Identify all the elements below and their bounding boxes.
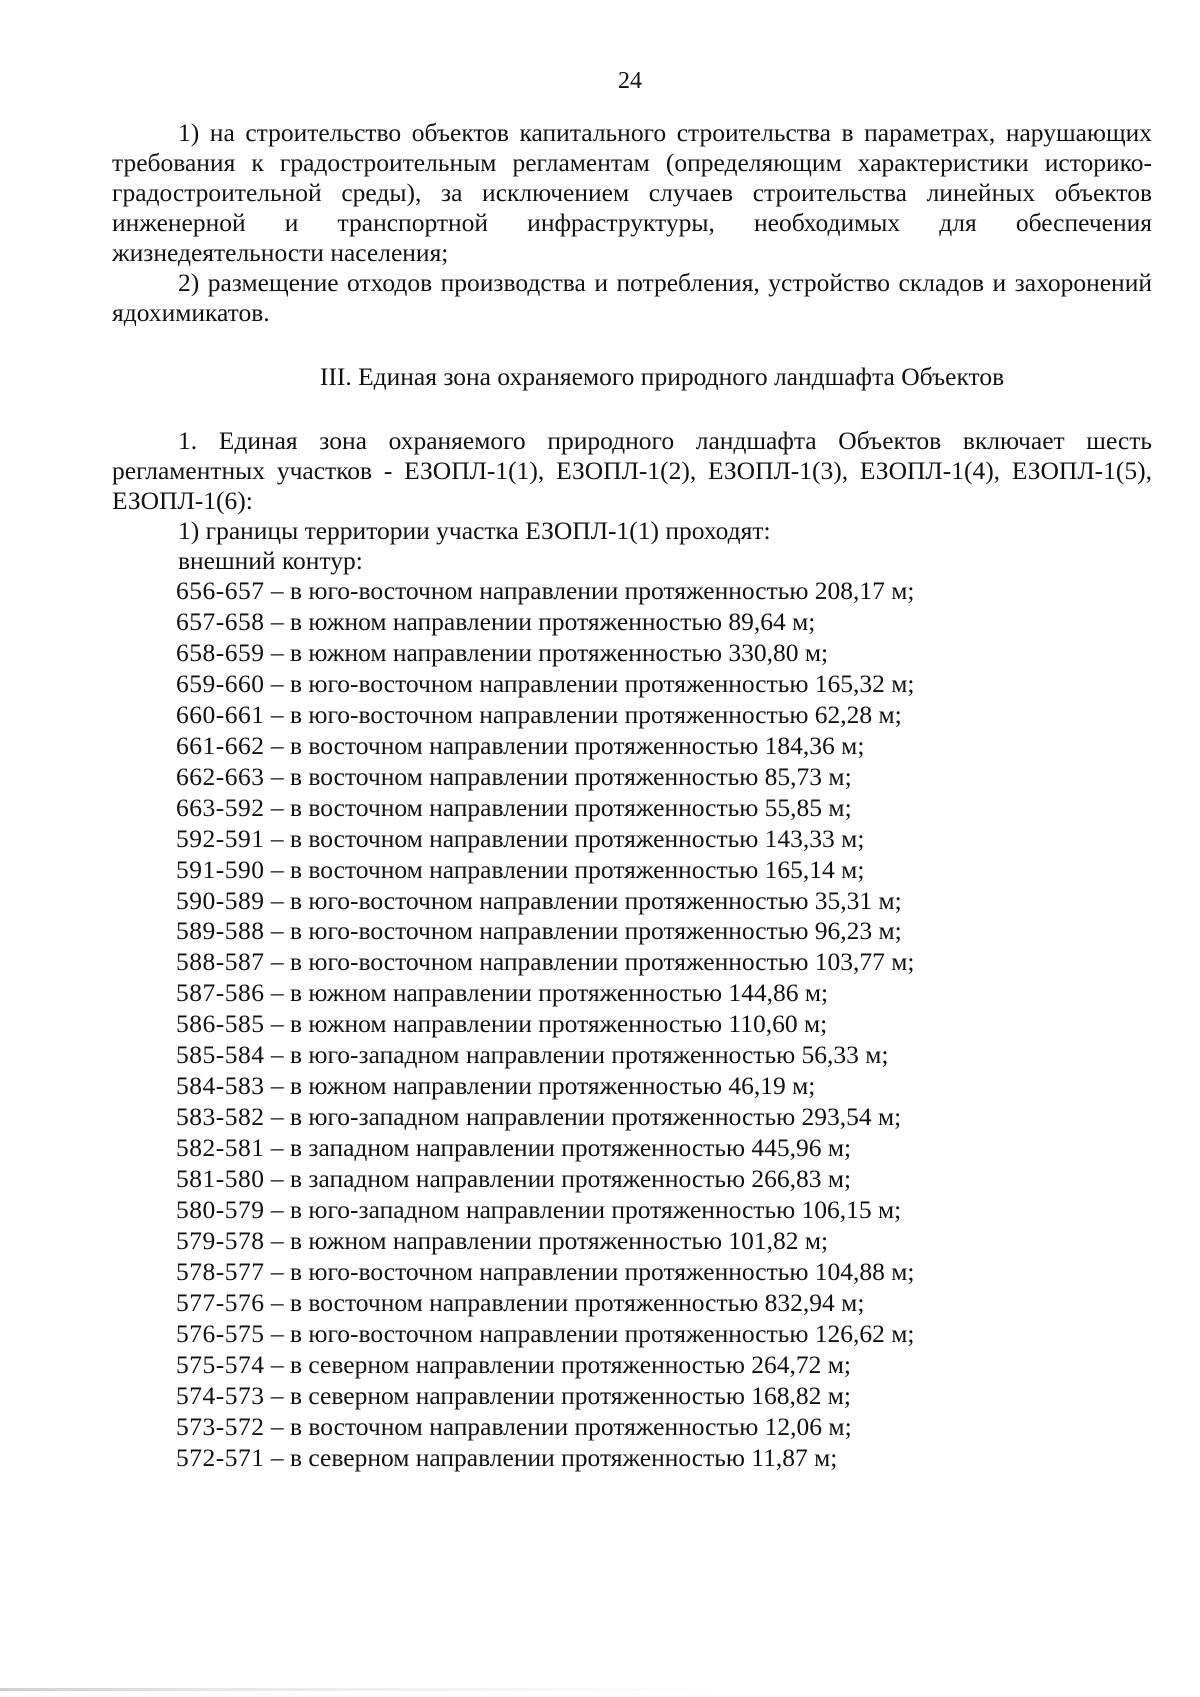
segment-points: 573-572 [176,1411,265,1441]
segment-description: в юго-восточном направлении протяженностью 165,32 м; [290,668,915,698]
boundary-segment-item [112,855,1152,886]
boundary-subheading: 1) границы территории участка ЕЗОПЛ-1(1) проходят: [178,516,771,545]
boundary-segment-item [112,669,1152,700]
zone-intro-paragraph: 1. Единая зона охраняемого природного ландшафта Объектов включает шесть регламентных участков - ЕЗОПЛ-1(1), ЕЗОПЛ-1(2), ЕЗОПЛ-1(3), ЕЗОПЛ-1(4), ЕЗОПЛ-1(5), ЕЗОПЛ-1(6): [112,426,1152,515]
segment-dash: – [264,1071,290,1101]
segment-dash: – [264,1318,290,1348]
segment-dash: – [264,1133,290,1163]
segment-description: в юго-восточном направлении протяженностью 96,23 м; [290,916,902,946]
segment-dash: – [264,761,290,791]
segment-dash: – [264,1226,290,1256]
segment-points: 589-588 [176,916,265,946]
boundary-segment-item [112,1257,1152,1288]
segment-dash: – [264,854,290,884]
segment-description: в южном направлении протяженностью 89,64 м; [290,606,816,636]
segment-dash: – [264,668,290,698]
segment-points: 580-579 [176,1195,265,1225]
boundary-segment-item [112,731,1152,762]
boundary-segment-item [112,1195,1152,1226]
segment-dash: – [264,792,290,822]
segment-dash: – [264,978,290,1008]
segment-description: в юго-восточном направлении протяженностью 62,28 м; [290,699,902,729]
segment-description: в восточном направлении протяженностью 832,94 м; [290,1287,865,1317]
segment-points: 574-573 [176,1380,265,1410]
boundary-segment-item [112,1288,1152,1319]
segment-points: 591-590 [176,854,265,884]
segment-points: 576-575 [176,1318,265,1348]
segment-description: в южном направлении протяженностью 46,19 м; [290,1071,816,1101]
boundary-segment-item [112,1133,1152,1164]
segment-dash: – [264,606,290,636]
segment-description: в северном направлении протяженностью 168,82 м; [290,1380,852,1410]
boundary-segment-item [112,576,1152,607]
segment-description: в юго-восточном направлении протяженностью 208,17 м; [290,576,915,605]
boundary-segment-item [112,1319,1152,1350]
boundary-segment-item [112,978,1152,1009]
segment-dash: – [264,823,290,853]
segment-points: 661-662 [176,730,265,760]
segment-description: в юго-восточном направлении протяженностью 126,62 м; [290,1318,915,1348]
segment-points: 586-585 [176,1009,265,1039]
paragraph-restriction-1: 1) на строительство объектов капитального строительства в параметрах, нарушающих требования к градостроительным регламентам (определяющим характеристики историко-градостроительной среды), за исключением случаев строительства линейных объектов инженерной и транспортной инфраструктуры, необходимых для обеспечения жизнедеятельности населения; [112,118,1152,267]
boundary-segment-item [112,638,1152,669]
boundary-segment-item [112,607,1152,638]
segment-dash: – [264,1349,290,1379]
segment-description: в юго-восточном направлении протяженностью 35,31 м; [290,885,902,915]
segment-dash: – [264,576,290,605]
boundary-segment-item [112,1164,1152,1195]
segment-points: 656-657 [176,576,265,605]
segment-points: 578-577 [176,1256,265,1286]
segment-points: 657-658 [176,606,265,636]
segment-points: 663-592 [176,792,265,822]
boundary-segment-item [112,793,1152,824]
contour-label: внешний контур: [178,546,363,575]
segment-points: 588-587 [176,947,265,977]
segment-points: 658-659 [176,637,265,667]
boundary-segment-item [112,1009,1152,1040]
segment-dash: – [264,1380,290,1410]
segment-points: 579-578 [176,1226,265,1256]
boundary-segment-item [112,886,1152,917]
scan-artifact-line [0,1688,1200,1691]
segment-points: 662-663 [176,761,265,791]
boundary-segment-item [112,1226,1152,1257]
segment-dash: – [264,1164,290,1194]
segment-dash: – [264,699,290,729]
boundary-segment-item [112,1381,1152,1412]
segment-description: в северном направлении протяженностью 11,87 м; [290,1442,838,1472]
segment-dash: – [264,1195,290,1225]
segment-description: в восточном направлении протяженностью 55,85 м; [290,792,852,822]
segment-points: 587-586 [176,978,265,1008]
segment-points: 583-582 [176,1102,265,1132]
segment-description: в восточном направлении протяженностью 85,73 м; [290,761,852,791]
segment-points: 572-571 [176,1442,265,1472]
boundary-segment-item [112,916,1152,947]
boundary-segment-item [112,1071,1152,1102]
segment-points: 585-584 [176,1040,265,1070]
segment-dash: – [264,1009,290,1039]
segment-dash: – [264,1442,290,1472]
segment-description: в восточном направлении протяженностью 184,36 м; [290,730,865,760]
segment-description: в восточном направлении протяженностью 165,14 м; [290,854,865,884]
segment-points: 582-581 [176,1133,265,1163]
segment-dash: – [264,1411,290,1441]
segment-description: в юго-западном направлении протяженностью 293,54 м; [290,1102,902,1132]
document-body [112,118,1152,1474]
segment-points: 592-591 [176,823,265,853]
boundary-segment-item [112,762,1152,793]
boundary-segment-item [112,1102,1152,1133]
segment-description: в западном направлении протяженностью 445,96 м; [290,1133,852,1163]
section-heading: III. Единая зона охраняемого природного ландшафта Объектов [319,362,1005,391]
segment-dash: – [264,637,290,667]
boundary-segment-item [112,1040,1152,1071]
boundary-segment-item [112,1412,1152,1443]
segment-description: в южном направлении протяженностью 101,82 м; [290,1226,829,1256]
segment-description: в юго-западном направлении протяженностью 106,15 м; [290,1195,902,1225]
segment-dash: – [264,1256,290,1286]
boundary-segment-item [112,947,1152,978]
segment-description: в восточном направлении протяженностью 143,33 м; [290,823,865,853]
boundary-segment-item [112,1443,1152,1474]
segment-description: в юго-восточном направлении протяженностью 104,88 м; [290,1256,915,1286]
segment-description: в восточном направлении протяженностью 12,06 м; [290,1411,852,1441]
segment-points: 577-576 [176,1287,265,1317]
segment-points: 581-580 [176,1164,265,1194]
segment-points: 590-589 [176,885,265,915]
segment-description: в северном направлении протяженностью 264,72 м; [290,1349,852,1379]
boundary-segment-list [112,576,1152,1474]
segment-description: в западном направлении протяженностью 266,83 м; [290,1164,852,1194]
boundary-segment-item [112,1350,1152,1381]
segment-dash: – [264,730,290,760]
segment-description: в южном направлении протяженностью 144,86 м; [290,978,829,1008]
page-number: 24 [618,68,642,94]
segment-description: в юго-восточном направлении протяженностью 103,77 м; [290,947,915,977]
segment-dash: – [264,1287,290,1317]
segment-points: 660-661 [176,699,265,729]
segment-description: в южном направлении протяженностью 330,80 м; [290,637,829,667]
segment-description: в южном направлении протяженностью 110,60 м; [290,1009,828,1039]
boundary-segment-item [112,700,1152,731]
segment-dash: – [264,1102,290,1132]
segment-description: в юго-западном направлении протяженностью 56,33 м; [290,1040,889,1070]
segment-points: 584-583 [176,1071,265,1101]
segment-points: 575-574 [176,1349,265,1379]
boundary-segment-item [112,824,1152,855]
segment-points: 659-660 [176,668,265,698]
segment-dash: – [264,916,290,946]
segment-dash: – [264,947,290,977]
paragraph-restriction-2: 2) размещение отходов производства и потребления, устройство складов и захоронений ядохимикатов. [112,268,1152,327]
segment-dash: – [264,1040,290,1070]
segment-dash: – [264,885,290,915]
